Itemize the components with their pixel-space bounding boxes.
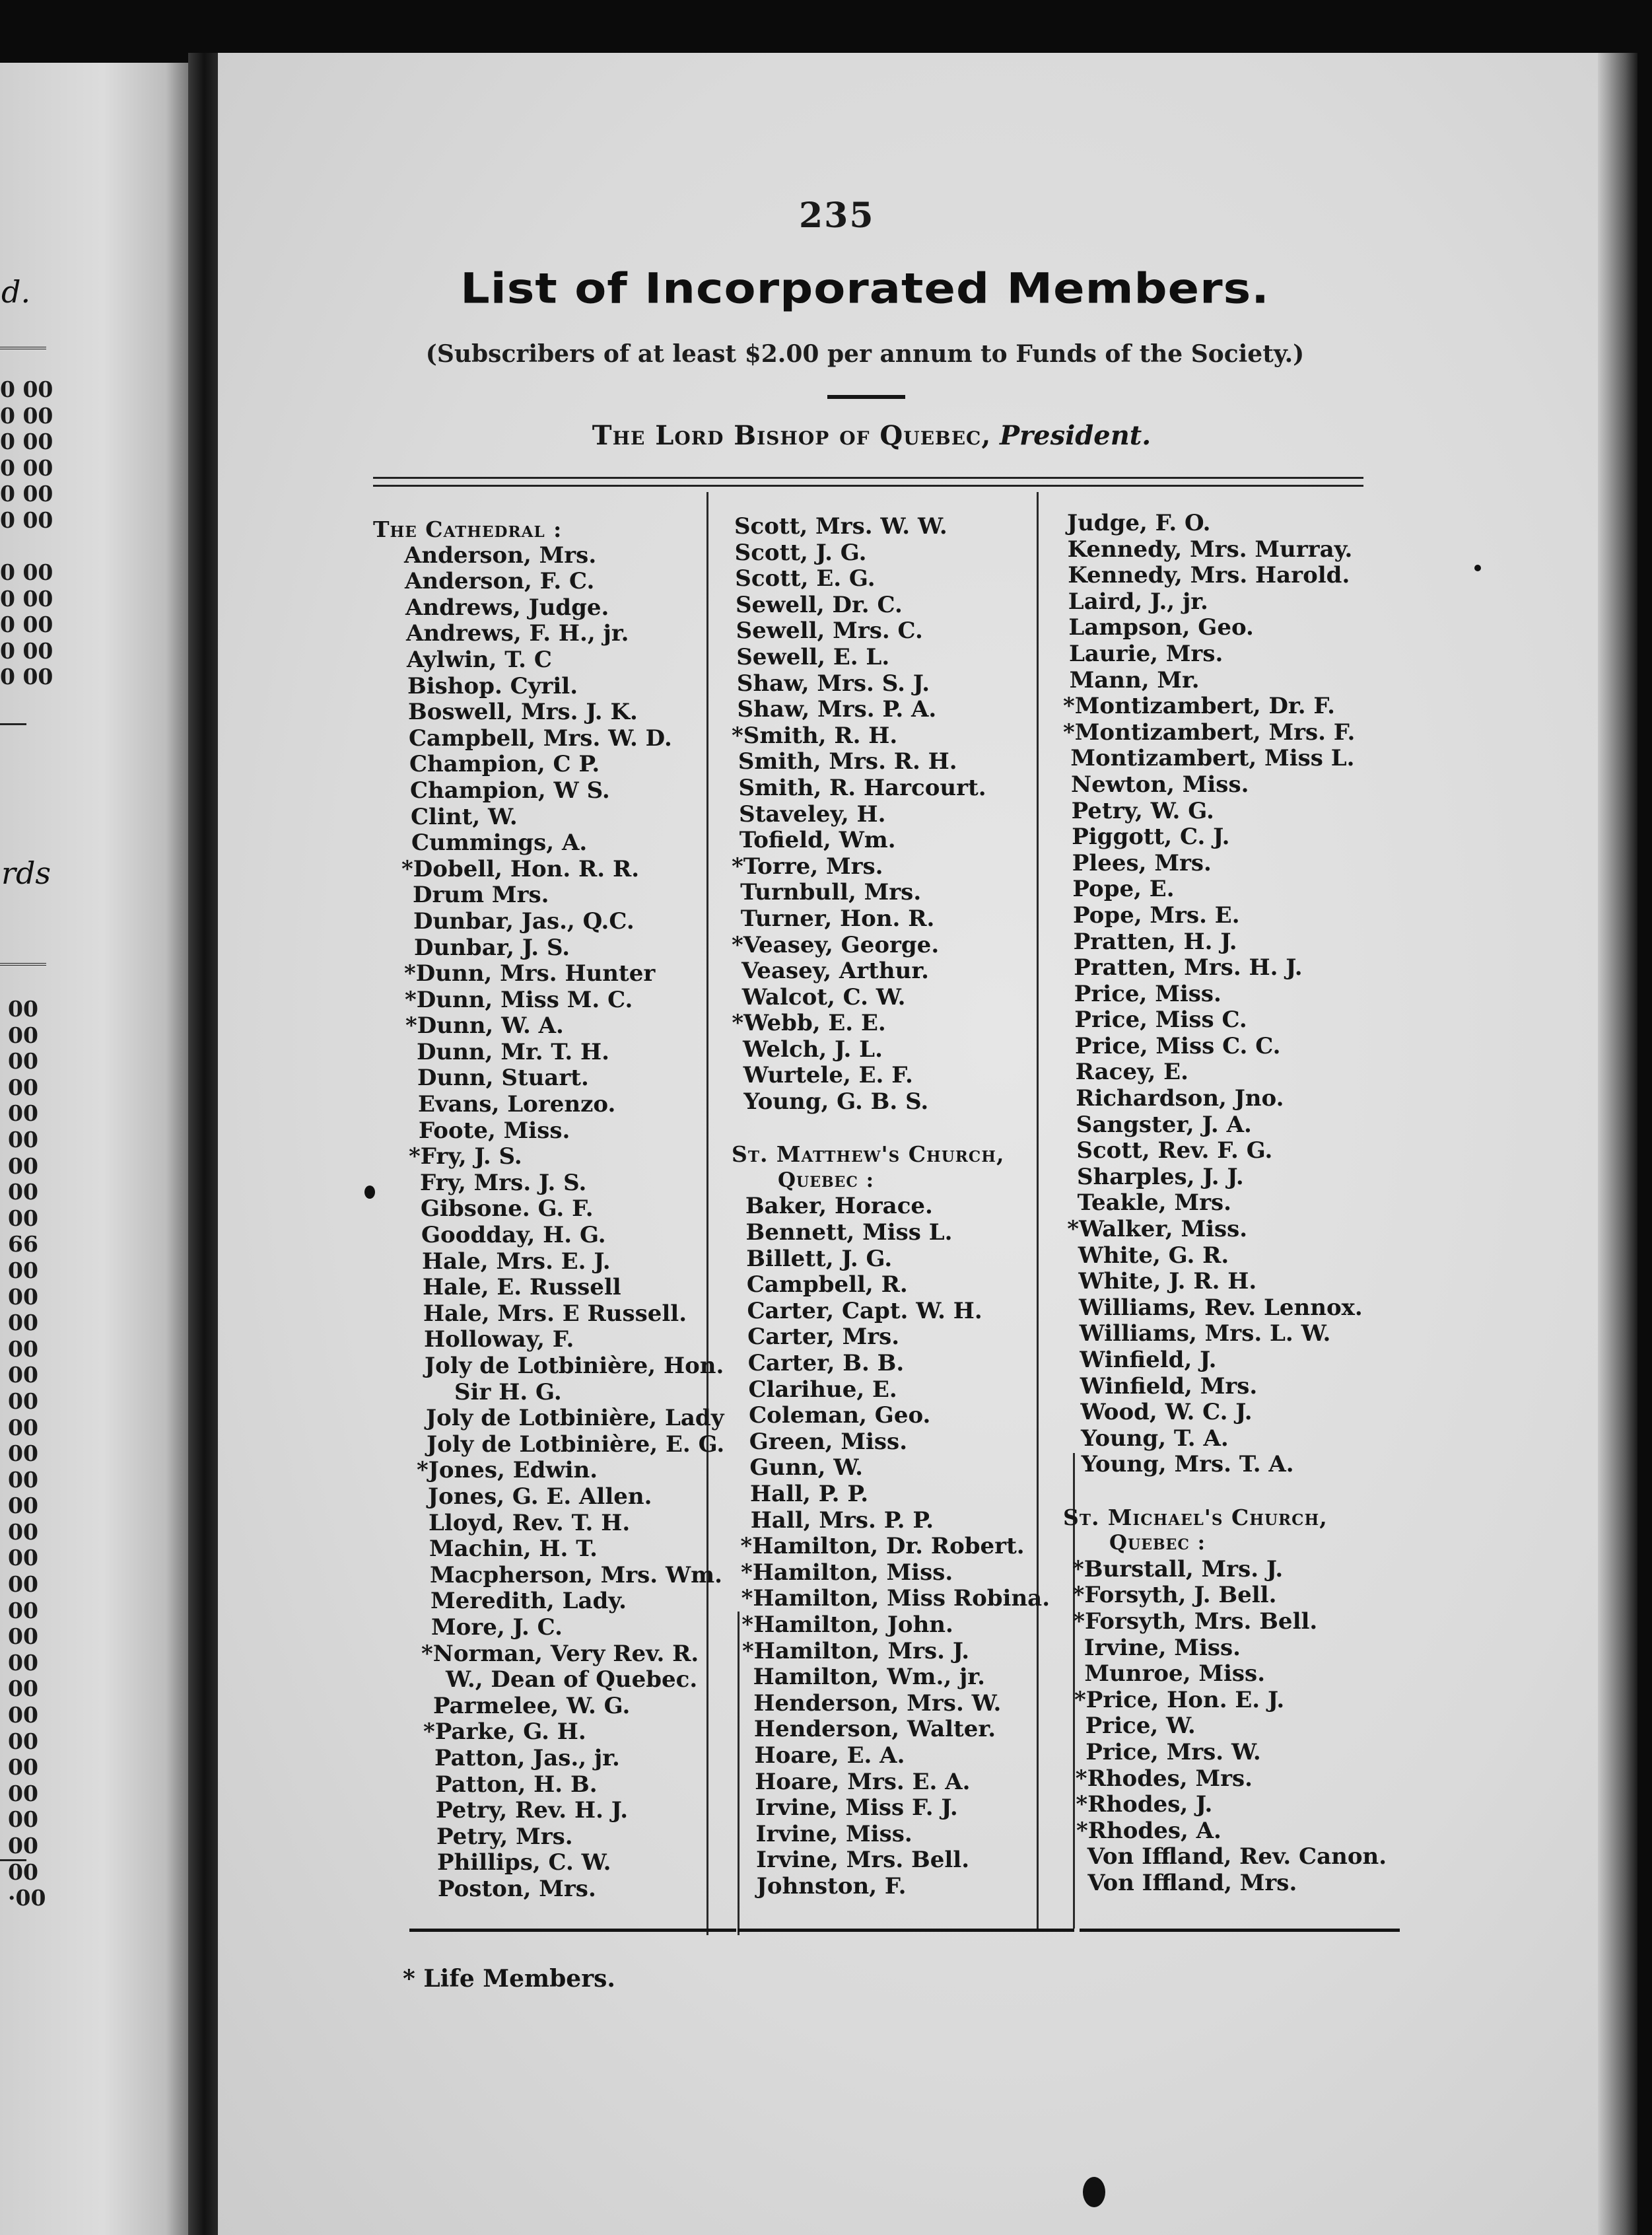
- member-entry: Clint, W.: [411, 803, 518, 830]
- amount-value: 00: [8, 1440, 38, 1467]
- member-entry: Parmelee, W. G.: [433, 1692, 631, 1719]
- short-rule: [0, 1859, 26, 1861]
- amount-value: 00: [8, 1597, 38, 1623]
- member-entry: Foote, Miss.: [419, 1117, 570, 1144]
- amount-value: 00: [8, 1833, 38, 1859]
- title-rule: [827, 395, 905, 399]
- amount-value: 00: [8, 1153, 38, 1179]
- member-entry: Macpherson, Mrs. Wm.: [430, 1561, 722, 1588]
- member-entry: Montizambert, Miss L.: [1070, 745, 1355, 772]
- member-entry: Henderson, Walter.: [753, 1716, 996, 1743]
- cropped-heading-fragment: d.: [1, 274, 31, 310]
- member-entry: *Fry, J. S.: [409, 1143, 522, 1170]
- member-entry: W., Dean of Quebec.: [446, 1666, 698, 1693]
- member-entry: Hamilton, Wm., jr.: [753, 1664, 985, 1691]
- amount-column-a: [0, 376, 53, 534]
- member-entry: Jones, G. E. Allen.: [428, 1483, 652, 1510]
- section-heading: Quebec :: [1109, 1531, 1206, 1555]
- member-entry: Carter, Capt. W. H.: [747, 1297, 982, 1324]
- amount-value: 00: [8, 1335, 38, 1362]
- member-entry: Joly de Lotbinière, E. G.: [427, 1431, 725, 1458]
- member-entry: Price, Miss.: [1074, 980, 1222, 1007]
- member-entry: Irvine, Mrs. Bell.: [756, 1847, 970, 1874]
- amount-value: 00: [8, 1571, 38, 1598]
- member-entry: *Montizambert, Dr. F.: [1063, 693, 1335, 720]
- member-entry: Boswell, Mrs. J. K.: [408, 699, 638, 726]
- section-heading: The Cathedral :: [373, 516, 563, 542]
- member-entry: *Smith, R. H.: [732, 722, 898, 749]
- member-entry: Dunbar, J. S.: [414, 934, 570, 961]
- amount-value: 00: [8, 1466, 38, 1493]
- ink-spot: [364, 1186, 375, 1199]
- amount-column-c: [8, 996, 46, 1911]
- member-entry: Drum Mrs.: [413, 882, 549, 909]
- table-bottom-rule: [409, 1929, 736, 1932]
- book-gutter: [188, 53, 220, 2235]
- member-entry: Campbell, Mrs. W. D.: [409, 725, 672, 752]
- member-entry: Andrews, F. H., jr.: [406, 620, 629, 647]
- member-entry: Young, Mrs. T. A.: [1081, 1451, 1294, 1478]
- member-entry: Young, G. B. S.: [743, 1088, 929, 1116]
- amount-value: 00: [8, 1205, 38, 1231]
- member-entry: *Hamilton, Mrs. J.: [741, 1637, 970, 1664]
- member-entry: Carter, B. B.: [747, 1350, 905, 1376]
- section-heading: Quebec :: [778, 1168, 875, 1192]
- member-entry: Bennett, Miss L.: [745, 1219, 953, 1246]
- amount-value: 0 00: [0, 454, 53, 481]
- member-entry: More, J. C.: [431, 1614, 563, 1641]
- amount-value: 00: [8, 1022, 38, 1048]
- member-entry: Newton, Miss.: [1071, 771, 1249, 798]
- spacer: [732, 1116, 1050, 1142]
- amount-value: 00: [8, 1545, 38, 1571]
- spacer: [1063, 1478, 1387, 1505]
- amount-value: 0 00: [0, 585, 53, 612]
- member-entry: Goodday, H. G.: [421, 1222, 606, 1249]
- amount-value: 00: [8, 1702, 38, 1728]
- member-entry: Machin, H. T.: [429, 1536, 598, 1563]
- member-entry: Sir H. G.: [454, 1378, 562, 1405]
- member-entry: Poston, Mrs.: [438, 1875, 596, 1902]
- member-entry: Pratten, H. J.: [1073, 928, 1237, 955]
- short-rule: [0, 723, 26, 725]
- double-rule: [0, 963, 46, 970]
- member-entry: *Dunn, Miss M. C.: [405, 986, 633, 1013]
- page-title: List of Incorporated Members.: [460, 264, 1270, 313]
- amount-value: 00: [8, 1310, 38, 1336]
- amount-value: 0 00: [0, 612, 53, 638]
- member-entry: Turner, Hon. R.: [740, 905, 935, 932]
- amount-value: 00: [8, 1048, 38, 1075]
- member-entry: Wood, W. C. J.: [1080, 1399, 1253, 1426]
- member-entry: Hoare, Mrs. E. A.: [755, 1768, 971, 1795]
- amount-value: 00: [8, 1414, 38, 1440]
- member-entry: Champion, W S.: [410, 777, 610, 804]
- section-heading: St. Michael's Church,: [1063, 1504, 1328, 1530]
- member-entry: Sewell, Dr. C.: [735, 591, 903, 618]
- member-entry: Walcot, C. W.: [741, 983, 906, 1011]
- member-entry: Laird, J., jr.: [1068, 588, 1208, 615]
- member-entry: *Dunn, Mrs. Hunter: [404, 960, 656, 987]
- member-entry: Price, Mrs. W.: [1085, 1738, 1261, 1765]
- member-entry: Shaw, Mrs. S. J.: [736, 670, 930, 697]
- amount-value: 66: [8, 1231, 38, 1258]
- member-entry: Price, Miss C.: [1074, 1007, 1247, 1034]
- member-entry: Williams, Rev. Lennox.: [1079, 1294, 1363, 1321]
- member-entry: Plees, Mrs.: [1072, 849, 1212, 876]
- member-entry: Holloway, F.: [424, 1326, 574, 1353]
- amount-value: 0 00: [0, 507, 53, 533]
- member-entry: *Hamilton, Miss Robina.: [741, 1585, 1050, 1612]
- member-entry: Winfield, Mrs.: [1080, 1372, 1258, 1400]
- member-entry: Dunbar, Jas., Q.C.: [413, 907, 635, 935]
- cropped-heading-fragment: rds: [1, 855, 52, 891]
- amount-value: 00: [8, 1623, 38, 1650]
- member-entry: Irvine, Miss.: [755, 1820, 912, 1847]
- member-entry: Henderson, Mrs. W.: [753, 1689, 1002, 1717]
- member-entry: Scott, E. G.: [735, 565, 876, 592]
- amount-value: 0 00: [0, 376, 53, 402]
- member-entry: Meredith, Lady.: [430, 1588, 627, 1615]
- amount-value: 00: [8, 1728, 38, 1754]
- page-edge-shadow: [1598, 53, 1637, 2235]
- president-line: [541, 420, 1202, 451]
- member-entry: White, G. R.: [1078, 1242, 1229, 1269]
- member-entry: Phillips, C. W.: [437, 1849, 611, 1876]
- member-entry: Sewell, Mrs. C.: [736, 618, 923, 645]
- member-entry: *Price, Hon. E. J.: [1074, 1686, 1285, 1713]
- amount-value: 00: [8, 1780, 38, 1806]
- member-entry: Price, W.: [1085, 1713, 1196, 1740]
- member-entry: *Walker, Miss.: [1067, 1216, 1248, 1243]
- member-entry: Evans, Lorenzo.: [418, 1091, 616, 1118]
- member-entry: Joly de Lotbinière, Hon.: [425, 1353, 724, 1379]
- member-entry: Pope, Mrs. E.: [1073, 902, 1240, 929]
- table-top-rule: [373, 477, 1363, 487]
- member-entry: Anderson, Mrs.: [404, 542, 597, 569]
- member-entry: *Dobell, Hon. R. R.: [401, 855, 640, 882]
- member-entry: *Parke, G. H.: [423, 1719, 586, 1746]
- member-entry: Hall, P. P.: [750, 1480, 869, 1507]
- member-entry: Pratten, Mrs. H. J.: [1074, 954, 1303, 981]
- member-entry: Teakle, Mrs.: [1077, 1189, 1231, 1217]
- member-entry: Patton, Jas., jr.: [434, 1744, 620, 1771]
- member-entry: *Jones, Edwin.: [417, 1457, 598, 1484]
- member-entry: Bishop. Cyril.: [407, 672, 578, 699]
- member-entry: Kennedy, Mrs. Harold.: [1068, 562, 1350, 589]
- member-entry: *Montizambert, Mrs. F.: [1063, 719, 1356, 746]
- amount-column-b: [0, 559, 53, 690]
- member-entry: *Forsyth, Mrs. Bell.: [1073, 1608, 1318, 1635]
- member-entry: Laurie, Mrs.: [1069, 640, 1223, 667]
- member-column-2: [732, 514, 1050, 1899]
- amount-value: 00: [8, 1388, 38, 1414]
- member-entry: Joly de Lotbinière, Lady: [426, 1405, 724, 1432]
- member-entry: Von Iffland, Mrs.: [1087, 1869, 1297, 1896]
- amount-value: 00: [8, 1074, 38, 1100]
- member-entry: Dunn, Stuart.: [417, 1065, 589, 1092]
- member-entry: Fry, Mrs. J. S.: [420, 1169, 587, 1196]
- member-entry: Hale, E. Russell: [423, 1274, 621, 1301]
- ink-spot: [1474, 565, 1481, 571]
- member-entry: Dunn, Mr. T. H.: [417, 1038, 609, 1065]
- member-entry: *Dunn, W. A.: [405, 1012, 564, 1040]
- member-entry: Smith, Mrs. R. H.: [738, 748, 957, 775]
- member-entry: Scott, J. G.: [734, 539, 867, 566]
- member-column-1: [373, 516, 724, 1902]
- member-entry: Richardson, Jno.: [1076, 1085, 1284, 1112]
- member-entry: Hale, Mrs. E. J.: [422, 1248, 611, 1275]
- member-entry: Pope, E.: [1072, 876, 1175, 903]
- amount-value: 0 00: [0, 664, 53, 690]
- member-entry: Baker, Horace.: [745, 1193, 933, 1220]
- ink-spot: [1083, 2177, 1105, 2207]
- member-entry: Coleman, Geo.: [749, 1402, 931, 1429]
- table-bottom-rule: [738, 1929, 1074, 1932]
- table-bottom-rule: [1080, 1929, 1400, 1932]
- member-entry: Gunn, W.: [749, 1454, 863, 1481]
- member-entry: Aylwin, T. C: [407, 646, 552, 673]
- member-column-3: [1063, 511, 1387, 1896]
- page-subtitle: (Subscribers of at least $2.00 per annum to Funds of the Society.): [425, 340, 1305, 368]
- member-entry: White, J. R. H.: [1078, 1268, 1257, 1295]
- member-entry: Campbell, R.: [746, 1271, 908, 1298]
- member-entry: Winfield, J.: [1080, 1347, 1217, 1373]
- president-role: President.: [999, 420, 1152, 451]
- member-entry: Sharples, J. J.: [1077, 1163, 1244, 1190]
- amount-value: 0 00: [0, 559, 53, 585]
- member-entry: *Burstall, Mrs. J.: [1072, 1555, 1284, 1582]
- amount-value: 00: [8, 996, 38, 1022]
- amount-value: 00: [8, 1806, 38, 1833]
- member-entry: Munroe, Miss.: [1084, 1660, 1266, 1687]
- amount-value: 00: [8, 1493, 38, 1519]
- member-entry: Wurtele, E. F.: [743, 1062, 913, 1089]
- member-entry: Patton, H. B.: [435, 1771, 598, 1798]
- amount-value: 00: [8, 1126, 38, 1153]
- member-entry: Williams, Mrs. L. W.: [1079, 1320, 1331, 1347]
- member-entry: *Webb, E. E.: [732, 1010, 886, 1037]
- member-entry: Andrews, Judge.: [405, 594, 609, 621]
- member-entry: Irvine, Miss F. J.: [755, 1794, 958, 1822]
- amount-value: 0 00: [0, 429, 53, 455]
- member-entry: *Hamilton, Dr. Robert.: [740, 1533, 1025, 1560]
- member-entry: *Norman, Very Rev. R.: [421, 1640, 699, 1667]
- page-number: 235: [799, 195, 875, 236]
- member-entry: Staveley, H.: [739, 800, 886, 828]
- member-entry: Johnston, F.: [756, 1872, 907, 1899]
- member-entry: Gibsone. G. F.: [421, 1195, 594, 1223]
- member-entry: Carter, Mrs.: [747, 1324, 900, 1351]
- amount-value: 0 00: [0, 637, 53, 664]
- member-entry: *Hamilton, Miss.: [741, 1559, 953, 1586]
- previous-page-fragment: [0, 63, 188, 2235]
- member-entry: *Rhodes, J.: [1076, 1791, 1213, 1818]
- member-entry: Shaw, Mrs. P. A.: [737, 696, 937, 723]
- member-entry: Hoare, E. A.: [754, 1742, 905, 1769]
- amount-value: 00: [8, 1859, 38, 1885]
- amount-value: 0 00: [0, 402, 53, 429]
- member-entry: Champion, C P.: [409, 751, 600, 778]
- amount-value: 00: [8, 1179, 38, 1205]
- member-entry: *Rhodes, Mrs.: [1075, 1765, 1253, 1792]
- member-entry: Billett, J. G.: [746, 1245, 893, 1272]
- member-entry: Clarihue, E.: [748, 1376, 897, 1403]
- member-entry: Hall, Mrs. P. P.: [750, 1507, 934, 1534]
- footnote: * Life Members.: [403, 1965, 615, 1993]
- member-entry: *Forsyth, J. Bell.: [1072, 1582, 1277, 1609]
- member-entry: Young, T. A.: [1081, 1425, 1229, 1452]
- member-entry: *Hamilton, John.: [741, 1611, 953, 1638]
- amount-value: 00: [8, 1362, 38, 1388]
- member-entry: Piggott, C. J.: [1072, 824, 1230, 851]
- member-entry: Veasey, Arthur.: [741, 958, 929, 985]
- member-entry: Petry, Mrs.: [436, 1823, 573, 1850]
- double-rule: [0, 347, 46, 353]
- member-entry: Kennedy, Mrs. Murray.: [1067, 536, 1353, 563]
- member-entry: *Torre, Mrs.: [732, 853, 883, 880]
- amount-value: 00: [8, 1283, 38, 1310]
- member-entry: Petry, Rev. H. J.: [436, 1797, 629, 1824]
- member-entry: Lloyd, Rev. T. H.: [429, 1509, 631, 1536]
- president-name: The Lord Bishop of Quebec,: [592, 420, 992, 451]
- amount-value: 00: [8, 1100, 38, 1127]
- member-entry: Green, Miss.: [749, 1428, 908, 1455]
- member-entry: Welch, J. L.: [743, 1036, 883, 1063]
- member-entry: Racey, E.: [1075, 1059, 1188, 1086]
- member-entry: Irvine, Miss.: [1084, 1634, 1241, 1661]
- member-entry: *Rhodes, A.: [1076, 1817, 1222, 1844]
- member-entry: Von Iffland, Rev. Canon.: [1087, 1843, 1387, 1870]
- member-entry: Scott, Rev. F. G.: [1076, 1137, 1273, 1164]
- member-entry: Lampson, Geo.: [1068, 614, 1254, 641]
- amount-value: 0 00: [0, 481, 53, 507]
- member-entry: Tofield, Wm.: [739, 827, 896, 854]
- amount-value: 00: [8, 1649, 38, 1676]
- section-heading: St. Matthew's Church,: [732, 1141, 1005, 1168]
- member-entry: Petry, W. G.: [1071, 797, 1214, 824]
- member-entry: Cummings, A.: [411, 830, 588, 857]
- member-entry: Scott, Mrs. W. W.: [734, 513, 947, 540]
- member-entry: Anderson, F. C.: [405, 568, 595, 595]
- amount-value: 00: [8, 1754, 38, 1781]
- member-entry: Hale, Mrs. E Russell.: [423, 1300, 687, 1327]
- member-entry: Sewell, E. L.: [736, 643, 890, 670]
- member-entry: Mann, Mr.: [1069, 666, 1200, 693]
- member-entry: Turnbull, Mrs.: [740, 879, 922, 906]
- member-entry: Price, Miss C. C.: [1075, 1032, 1281, 1059]
- amount-value: 00: [8, 1676, 38, 1702]
- amount-value: 00: [8, 1518, 38, 1545]
- member-entry: Sangster, J. A.: [1076, 1111, 1252, 1138]
- amount-value: ·00: [8, 1885, 46, 1911]
- member-entry: Smith, R. Harcourt.: [738, 774, 986, 801]
- amount-value: 00: [8, 1257, 38, 1283]
- member-entry: *Veasey, George.: [732, 931, 940, 958]
- member-entry: Judge, F. O.: [1067, 510, 1211, 536]
